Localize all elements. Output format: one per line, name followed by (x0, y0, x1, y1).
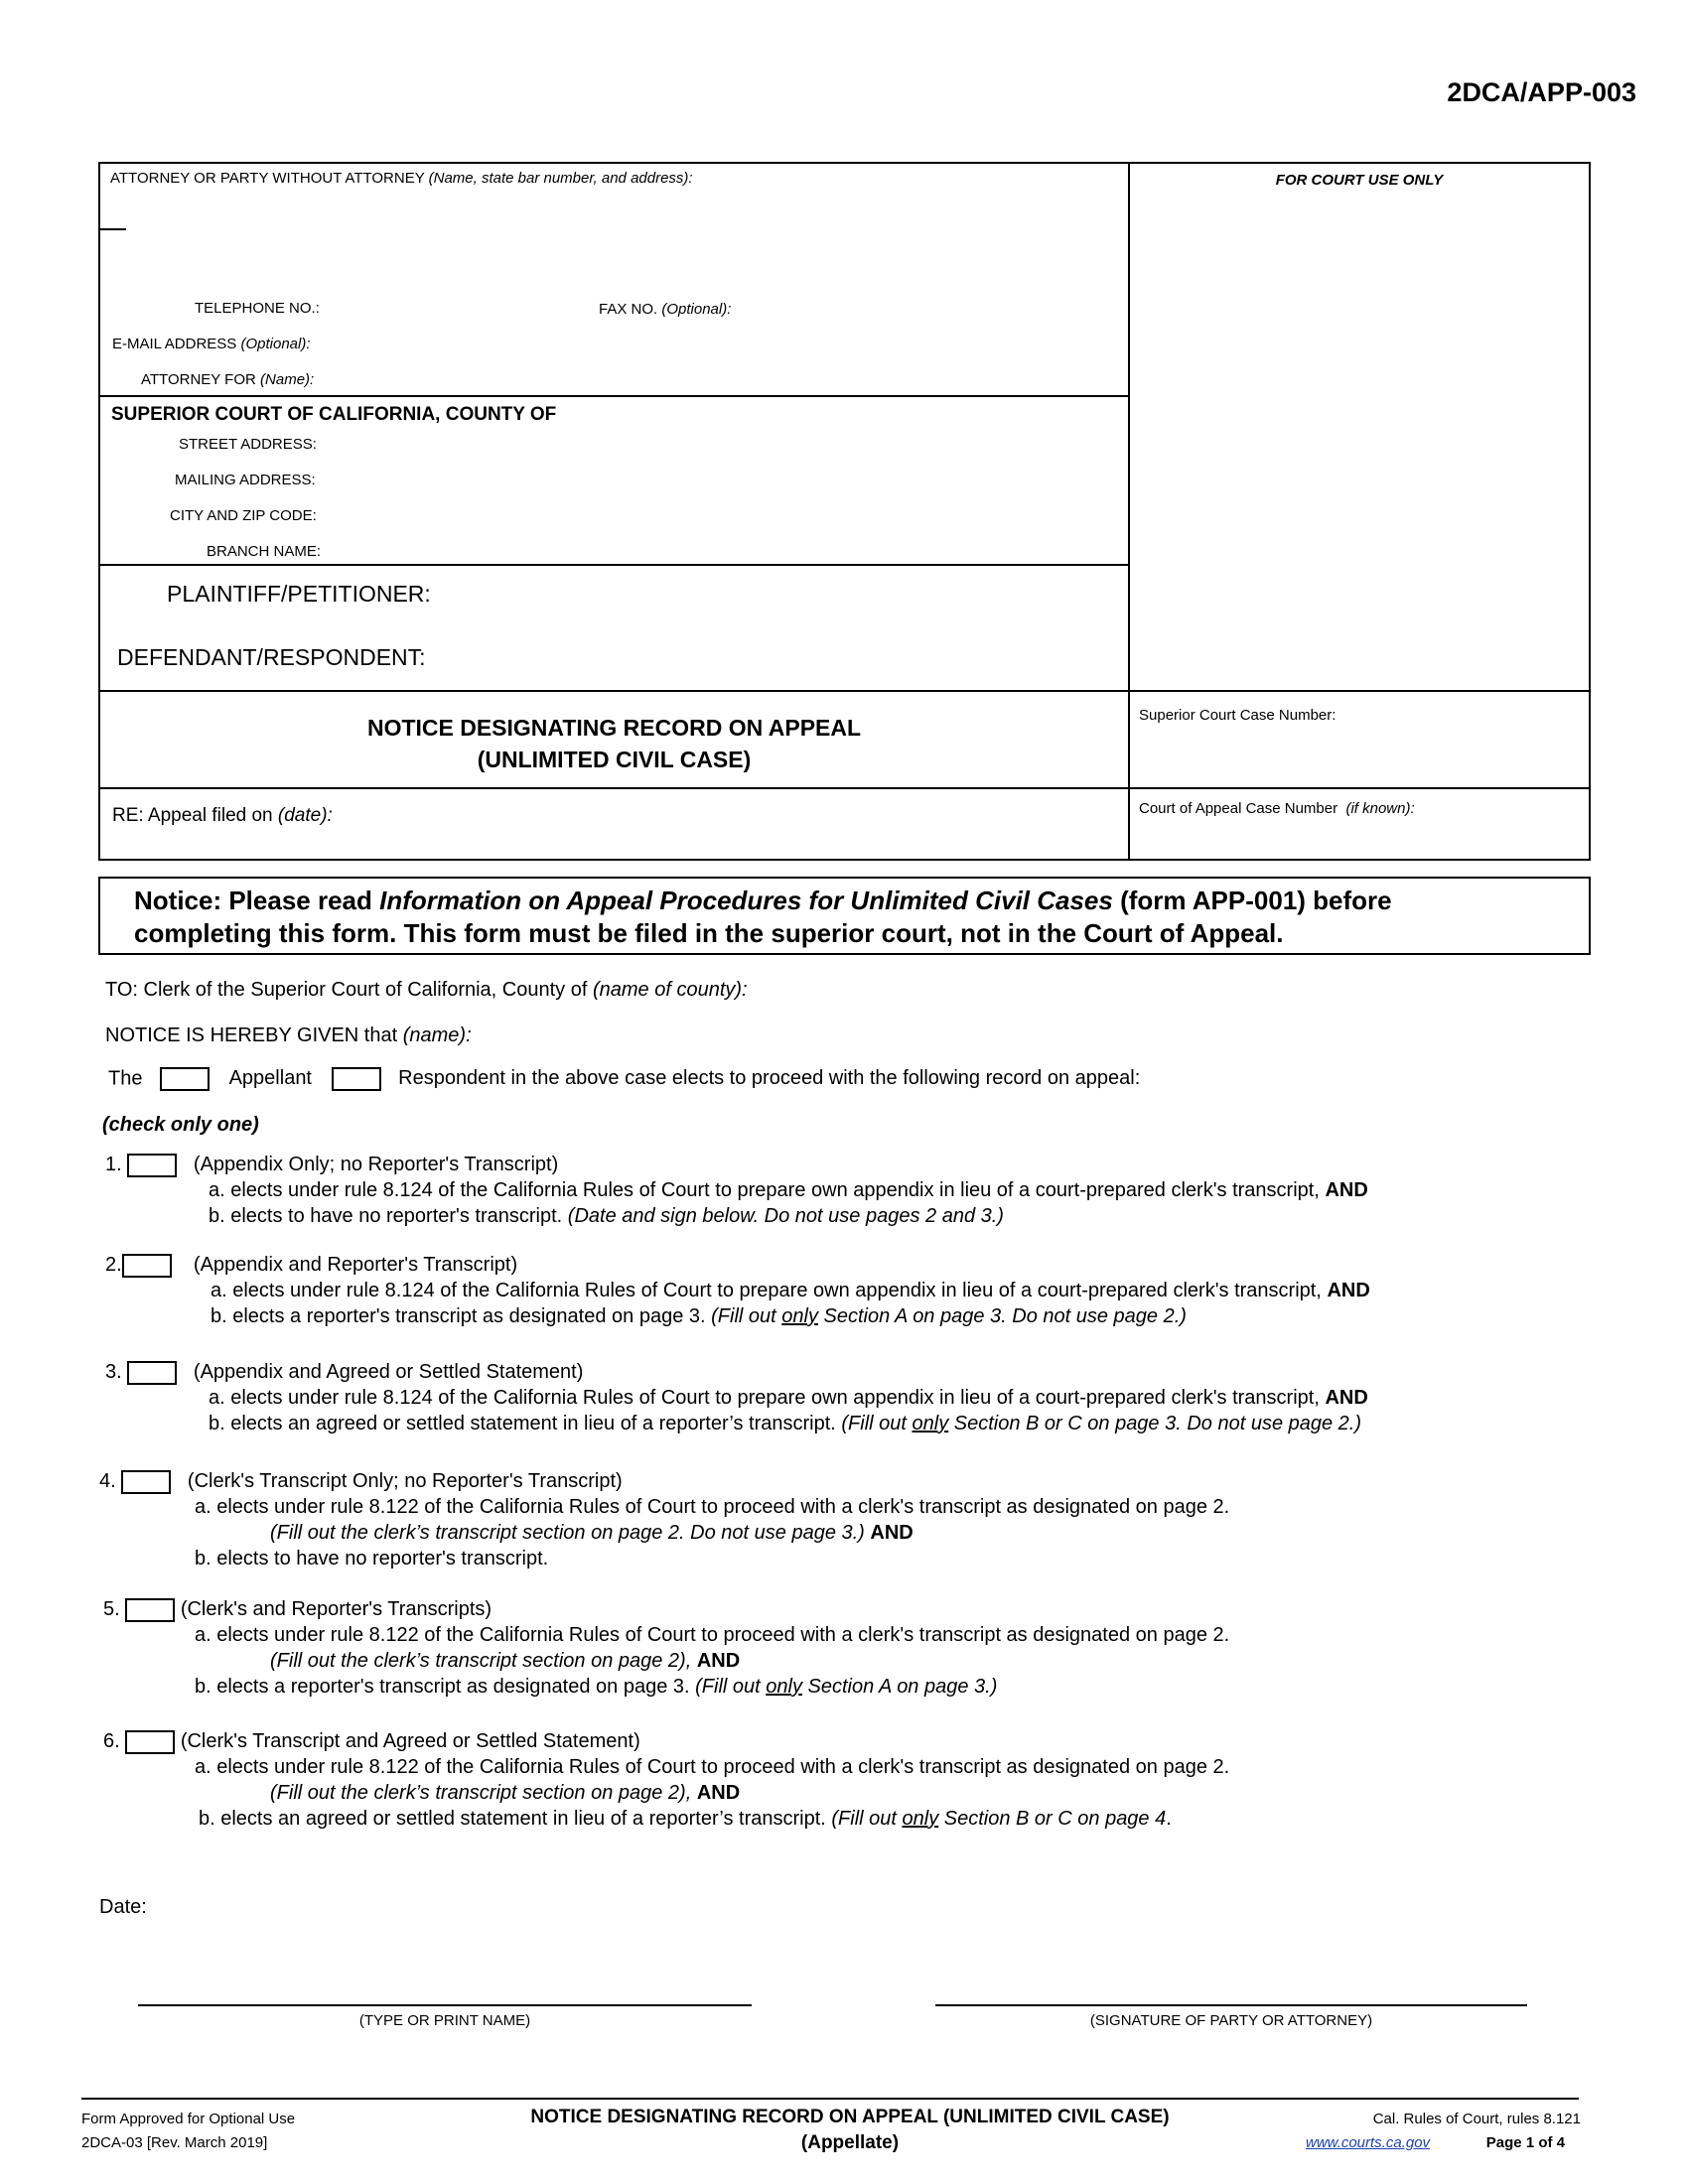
plaintiff-label: PLAINTIFF/PETITIONER: (167, 581, 431, 607)
telephone-label: TELEPHONE NO.: (195, 300, 320, 317)
street-address-label: STREET ADDRESS: (179, 436, 317, 453)
attorney-for-label: ATTORNEY FOR (Name): (141, 371, 315, 388)
option-3-checkbox[interactable] (127, 1361, 177, 1385)
re-appeal-label: RE: Appeal filed on (date): (112, 805, 333, 826)
notice-box (98, 877, 1591, 955)
option-5-checkbox[interactable] (125, 1598, 175, 1622)
footer-title: NOTICE DESIGNATING RECORD ON APPEAL (UNLIMITED CIVIL CASE) (Appellate) (530, 2107, 1170, 2153)
email-label: E-MAIL ADDRESS (Optional): (112, 336, 311, 352)
divider (100, 564, 1128, 566)
form-title: NOTICE DESIGNATING RECORD ON APPEAL (UNLIMITED CIVIL CASE) (366, 715, 862, 772)
attorney-field-mark (100, 228, 126, 230)
notice-line-1: Notice: Please read Information on Appeal Procedures for Unlimited Civil Cases (form APP-001) before (134, 886, 1392, 915)
print-name-caption: (TYPE OR PRINT NAME) (358, 2012, 531, 2029)
party-line: The Appellant Respondent in the above case elects to proceed with the following record on appeal: (108, 1067, 1141, 1090)
appeal-case-number-label: Court of Appeal Case Number (if known): (1139, 800, 1415, 817)
respondent-checkbox[interactable] (332, 1067, 381, 1091)
divider (100, 690, 1591, 692)
date-label: Date: (99, 1896, 147, 1918)
option-6: 6. (Clerk's Transcript and Agreed or Settled Statement) a. elects under rule 8.122 of the California Rules of Court to proceed with a clerk's transcript as designated on page 2. (Fill out the clerk’s transcript section on page 2), AND b. elects an agreed or settled statement in lieu of a reporter’s transcript. (Fill out only Section B or C on page 4. (103, 1730, 1230, 1830)
footer-approved: Form Approved for Optional Use (81, 2111, 296, 2127)
check-only-one: (check only one) (102, 1114, 259, 1136)
courts-website-link[interactable]: www.courts.ca.gov (1306, 2134, 1431, 2151)
court-title: SUPERIOR COURT OF CALIFORNIA, COUNTY OF (111, 404, 557, 425)
to-clerk-line: TO: Clerk of the Superior Court of California, County of (name of county): (105, 979, 748, 1001)
notice-given-line: NOTICE IS HEREBY GIVEN that (name): (105, 1024, 472, 1046)
option-4-checkbox[interactable] (121, 1470, 171, 1494)
option-1-checkbox[interactable] (127, 1154, 177, 1177)
footer-rule (81, 2098, 1579, 2100)
fax-label: FAX NO. (Optional): (599, 301, 732, 318)
print-name-line[interactable] (138, 2004, 752, 2006)
caption-box (98, 162, 1591, 861)
branch-name-label: BRANCH NAME: (207, 543, 322, 560)
mailing-address-label: MAILING ADDRESS: (175, 472, 316, 488)
form-number: 2DCA/APP-003 (1447, 77, 1636, 107)
attorney-label: ATTORNEY OR PARTY WITHOUT ATTORNEY (Name, state bar number, and address): (110, 170, 693, 187)
appellant-checkbox[interactable] (160, 1067, 210, 1091)
option-3: 3. (Appendix and Agreed or Settled Statement) a. elects under rule 8.124 of the California Rules of Court to prepare own appendix in lieu of a court-prepared clerk's transcript, AND b. elects an agreed or settled statement in lieu of a reporter’s transcript. (Fill out only Section B or C on page 3. Do not use page 2.) (105, 1361, 1368, 1434)
option-5: 5. (Clerk's and Reporter's Transcripts) a. elects under rule 8.122 of the California Rules of Court to proceed with a clerk's transcript as designated on page 2. (Fill out the clerk’s transcript section on page 2), AND b. elects a reporter's transcript as designated on page 3. (Fill out only Section A on page 3.) (103, 1598, 1230, 1698)
city-zip-label: CITY AND ZIP CODE: (170, 507, 317, 524)
option-2-checkbox[interactable] (122, 1254, 172, 1278)
footer-rules: Cal. Rules of Court, rules 8.121 (1372, 2111, 1581, 2127)
signature-caption: (SIGNATURE OF PARTY OR ATTORNEY) (1089, 2012, 1373, 2029)
superior-case-number-label: Superior Court Case Number: (1139, 707, 1336, 724)
option-4: 4. (Clerk's Transcript Only; no Reporter's Transcript) a. elects under rule 8.122 of the California Rules of Court to proceed with a clerk's transcript as designated on page 2. (Fill out the clerk’s transcript section on page 2. Do not use page 3.) AND b. elects to have no reporter's transcript. (99, 1470, 1230, 1570)
defendant-label: DEFENDANT/RESPONDENT: (117, 644, 426, 670)
page-number: Page 1 of 4 (1485, 2134, 1565, 2151)
option-2: 2. (Appendix and Reporter's Transcript) a. elects under rule 8.124 of the California Rules of Court to prepare own appendix in lieu of a court-prepared clerk's transcript, AND b. elects a reporter's transcript as designated on page 3. (Fill out only Section A on page 3. Do not use page 2.) (105, 1254, 1370, 1327)
notice-line-2: completing this form. This form must be filed in the superior court, not in the Court of Appeal. (134, 918, 1284, 948)
option-1: 1. (Appendix Only; no Reporter's Transcript) a. elects under rule 8.124 of the California Rules of Court to prepare own appendix in lieu of a court-prepared clerk's transcript, AND b. elects to have no reporter's transcript. (Date and sign below. Do not use pages 2 and 3.) (105, 1154, 1368, 1227)
court-use-column (1128, 164, 1591, 859)
signature-line[interactable] (935, 2004, 1527, 2006)
for-court-use-label: FOR COURT USE ONLY (1275, 172, 1444, 189)
footer-revision: 2DCA-03 [Rev. March 2019] (81, 2134, 268, 2151)
divider (100, 787, 1591, 789)
option-6-checkbox[interactable] (125, 1730, 175, 1754)
divider (100, 395, 1128, 397)
